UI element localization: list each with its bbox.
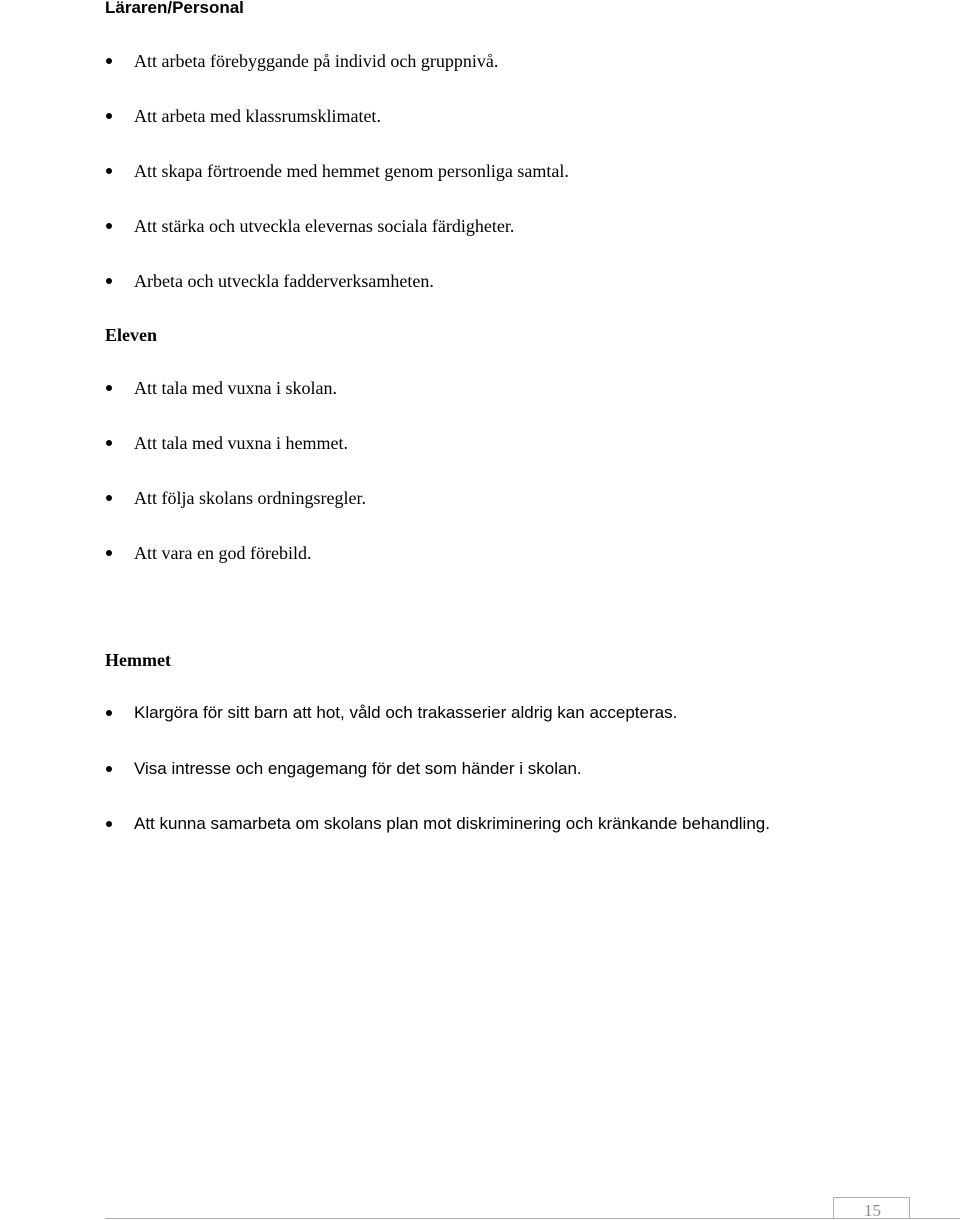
list-item — [0, 757, 960, 781]
list-item — [0, 214, 960, 238]
list-item-text: Att arbeta förebyggande på individ och gruppnivå. — [134, 51, 499, 71]
list-item-text: Klargöra för sitt barn att hot, våld och trakasserier aldrig kan accepteras. — [134, 703, 678, 722]
list-item — [0, 104, 960, 128]
list-item — [0, 486, 960, 510]
list-item-text: Visa intresse och engagemang för det som händer i skolan. — [134, 759, 582, 778]
list-item — [0, 701, 960, 725]
list-item-text: Att tala med vuxna i hemmet. — [134, 433, 348, 453]
bullet-icon — [106, 550, 112, 556]
page-number: 15 — [864, 1201, 881, 1220]
section-heading-teacher-staff: Läraren/Personal — [105, 0, 244, 17]
list-item-text: Att följa skolans ordningsregler. — [134, 488, 366, 508]
bullet-icon — [106, 385, 112, 391]
bullet-icon — [106, 766, 112, 772]
list-item — [0, 49, 960, 73]
list-item — [0, 812, 960, 836]
list-item-text: Att arbeta med klassrumsklimatet. — [134, 106, 381, 126]
list-item — [0, 541, 960, 565]
bullet-icon — [106, 440, 112, 446]
bullet-icon — [106, 223, 112, 229]
list-item-text: Att skapa förtroende med hemmet genom personliga samtal. — [134, 161, 569, 181]
list-item-text: Att kunna samarbeta om skolans plan mot diskriminering och kränkande behandling. — [134, 814, 770, 833]
list-item — [0, 431, 960, 455]
list-item-text: Att stärka och utveckla elevernas sociala färdigheter. — [134, 216, 515, 236]
page-number-box — [833, 1197, 910, 1219]
bullet-icon — [106, 58, 112, 64]
section-heading-home: Hemmet — [105, 650, 171, 670]
bullet-icon — [106, 168, 112, 174]
list-item-text: Att vara en god förebild. — [134, 543, 312, 563]
list-item-text: Arbeta och utveckla fadderverksamheten. — [134, 271, 434, 291]
section-heading-student: Eleven — [105, 325, 157, 345]
bullet-icon — [106, 113, 112, 119]
bullet-icon — [106, 710, 112, 716]
bullet-icon — [106, 278, 112, 284]
list-item — [0, 159, 960, 183]
list-item — [0, 376, 960, 400]
list-item — [0, 269, 960, 293]
list-item-text: Att tala med vuxna i skolan. — [134, 378, 337, 398]
bullet-icon — [106, 495, 112, 501]
bullet-icon — [106, 821, 112, 827]
